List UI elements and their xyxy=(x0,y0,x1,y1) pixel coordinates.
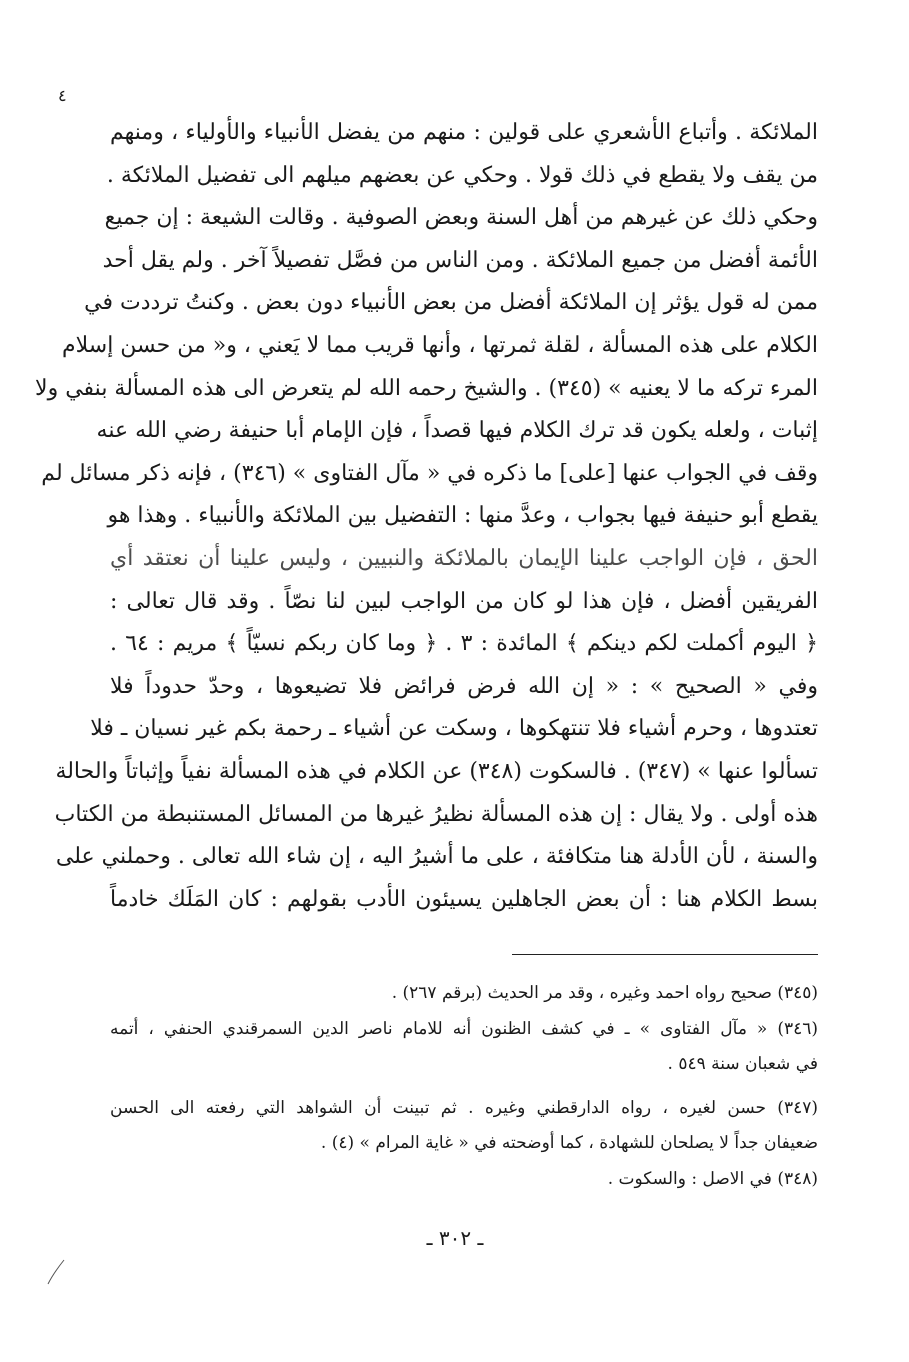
text-line: وحكي ذلك عن غيرهم من أهل السنة وبعض الصوفية . وقالت الشيعة : إن جميع xyxy=(104,205,818,231)
text-line: المرء تركه ما لا يعنيه » (٣٤٥) . والشيخ رحمه الله لم يتعرض الى هذه المسألة بنفي ولا xyxy=(35,375,818,401)
footnote-346-line-1: (٣٤٦) « مآل الفتاوى » ـ في كشف الظنون أنه للامام ناصر الدين السمرقندي الحنفي ، أتمه xyxy=(110,1018,818,1039)
footnote-separator xyxy=(512,954,818,955)
text-line: بسط الكلام هنا : أن بعض الجاهلين يسيئون الأدب بقولهم : كان المَلَك خادماً xyxy=(110,886,818,912)
main-text xyxy=(35,112,818,921)
page-number: ـ ٣٠٢ ـ xyxy=(426,1226,484,1250)
text-line: وفي « الصحيح » : « إن الله فرض فرائض فلا تضيعوها ، وحدّ حدوداً فلا xyxy=(110,673,818,699)
text-line: والسنة ، لأن الأدلة هنا متكافئة ، على ما أشيرُ اليه ، إن شاء الله تعالى . وحملني على xyxy=(55,844,818,870)
text-line: يقطع أبو حنيفة فيها بجواب ، وعدَّ منها : التفضيل بين الملائكة والأنبياء . وهذا هو xyxy=(107,503,818,529)
text-line: من يقف ولا يقطع في ذلك قولا . وحكي عن بعضهم ميلهم الى تفضيل الملائكة . xyxy=(106,162,818,188)
page-corner-mark: ٤ xyxy=(58,86,67,105)
footnotes xyxy=(110,976,818,1198)
footnote-346-line-2: في شعبان سنة ٥٤٩ . xyxy=(667,1054,818,1075)
text-line: الحق ، فإن الواجب علينا الإيمان بالملائكة والنبيين ، وليس علينا أن نعتقد أي xyxy=(110,545,818,571)
pen-stroke-mark xyxy=(44,1256,74,1286)
text-line: تعتدوها ، وحرم أشياء فلا تنتهكوها ، وسكت عن أشياء ـ رحمة بكم غير نسيان ـ فلا xyxy=(90,716,818,742)
footnote-348: (٣٤٨) في الاصل : والسكوت . xyxy=(607,1168,818,1189)
text-line: ممن له قول يؤثر إن الملائكة أفضل من بعض الأنبياء دون بعض . وكنتُ ترددت في xyxy=(84,290,818,316)
text-line: الكلام على هذه المسألة ، لقلة ثمرتها ، وأنها قريب مما لا يَعني ، و« من حسن إسلام xyxy=(62,332,818,358)
footnote-345: (٣٤٥) صحيح رواه احمد وغيره ، وقد مر الحديث (برقم ٢٦٧) . xyxy=(391,983,818,1003)
text-line: الملائكة . وأتباع الأشعري على قولين : منهم من يفضل الأنبياء والأولياء ، ومنهم xyxy=(110,120,818,145)
text-line: هذه أولى . ولا يقال : إن هذه المسألة نظيرُ غيرها من المسائل المستنبطة من الكتاب xyxy=(54,801,818,827)
footnote-347-line-1: (٣٤٧) حسن لغيره ، رواه الدارقطني وغيره . ثم تبينت أن الشواهد التي رفعته الى الحسن xyxy=(110,1097,818,1118)
text-line: الفريقين أفضل ، فإن هذا لو كان من الواجب لبين لنا نصّاً . وقد قال تعالى : xyxy=(110,588,818,614)
text-line: وقف في الجواب عنها [على] ما ذكره في « مآل الفتاوى » (٣٤٦) ، فإنه ذكر مسائل لم xyxy=(41,460,818,486)
text-line: ﴿ اليوم أكملت لكم دينكم ﴾ المائدة : ٣ . ﴿ وما كان ربكم نسيّاً ﴾ مريم : ٦٤ . xyxy=(110,631,818,657)
text-line: إثبات ، ولعله يكون قد ترك الكلام فيها قصداً ، فإن الإمام أبا حنيفة رضي الله عنه xyxy=(96,418,818,444)
text-line: الأئمة أفضل من جميع الملائكة . ومن الناس من فصَّل تفصيلاً آخر . ولم يقل أحد xyxy=(102,247,818,273)
footnote-347-line-2: ضعيفان جداً لا يصلحان للشهادة ، كما أوضحته في « غاية المرام » (٤) . xyxy=(320,1133,818,1154)
text-line: تسألوا عنها » (٣٤٧) . فالسكوت (٣٤٨) عن الكلام في هذه المسألة نفياً وإثباتاً والحالة xyxy=(55,758,818,784)
